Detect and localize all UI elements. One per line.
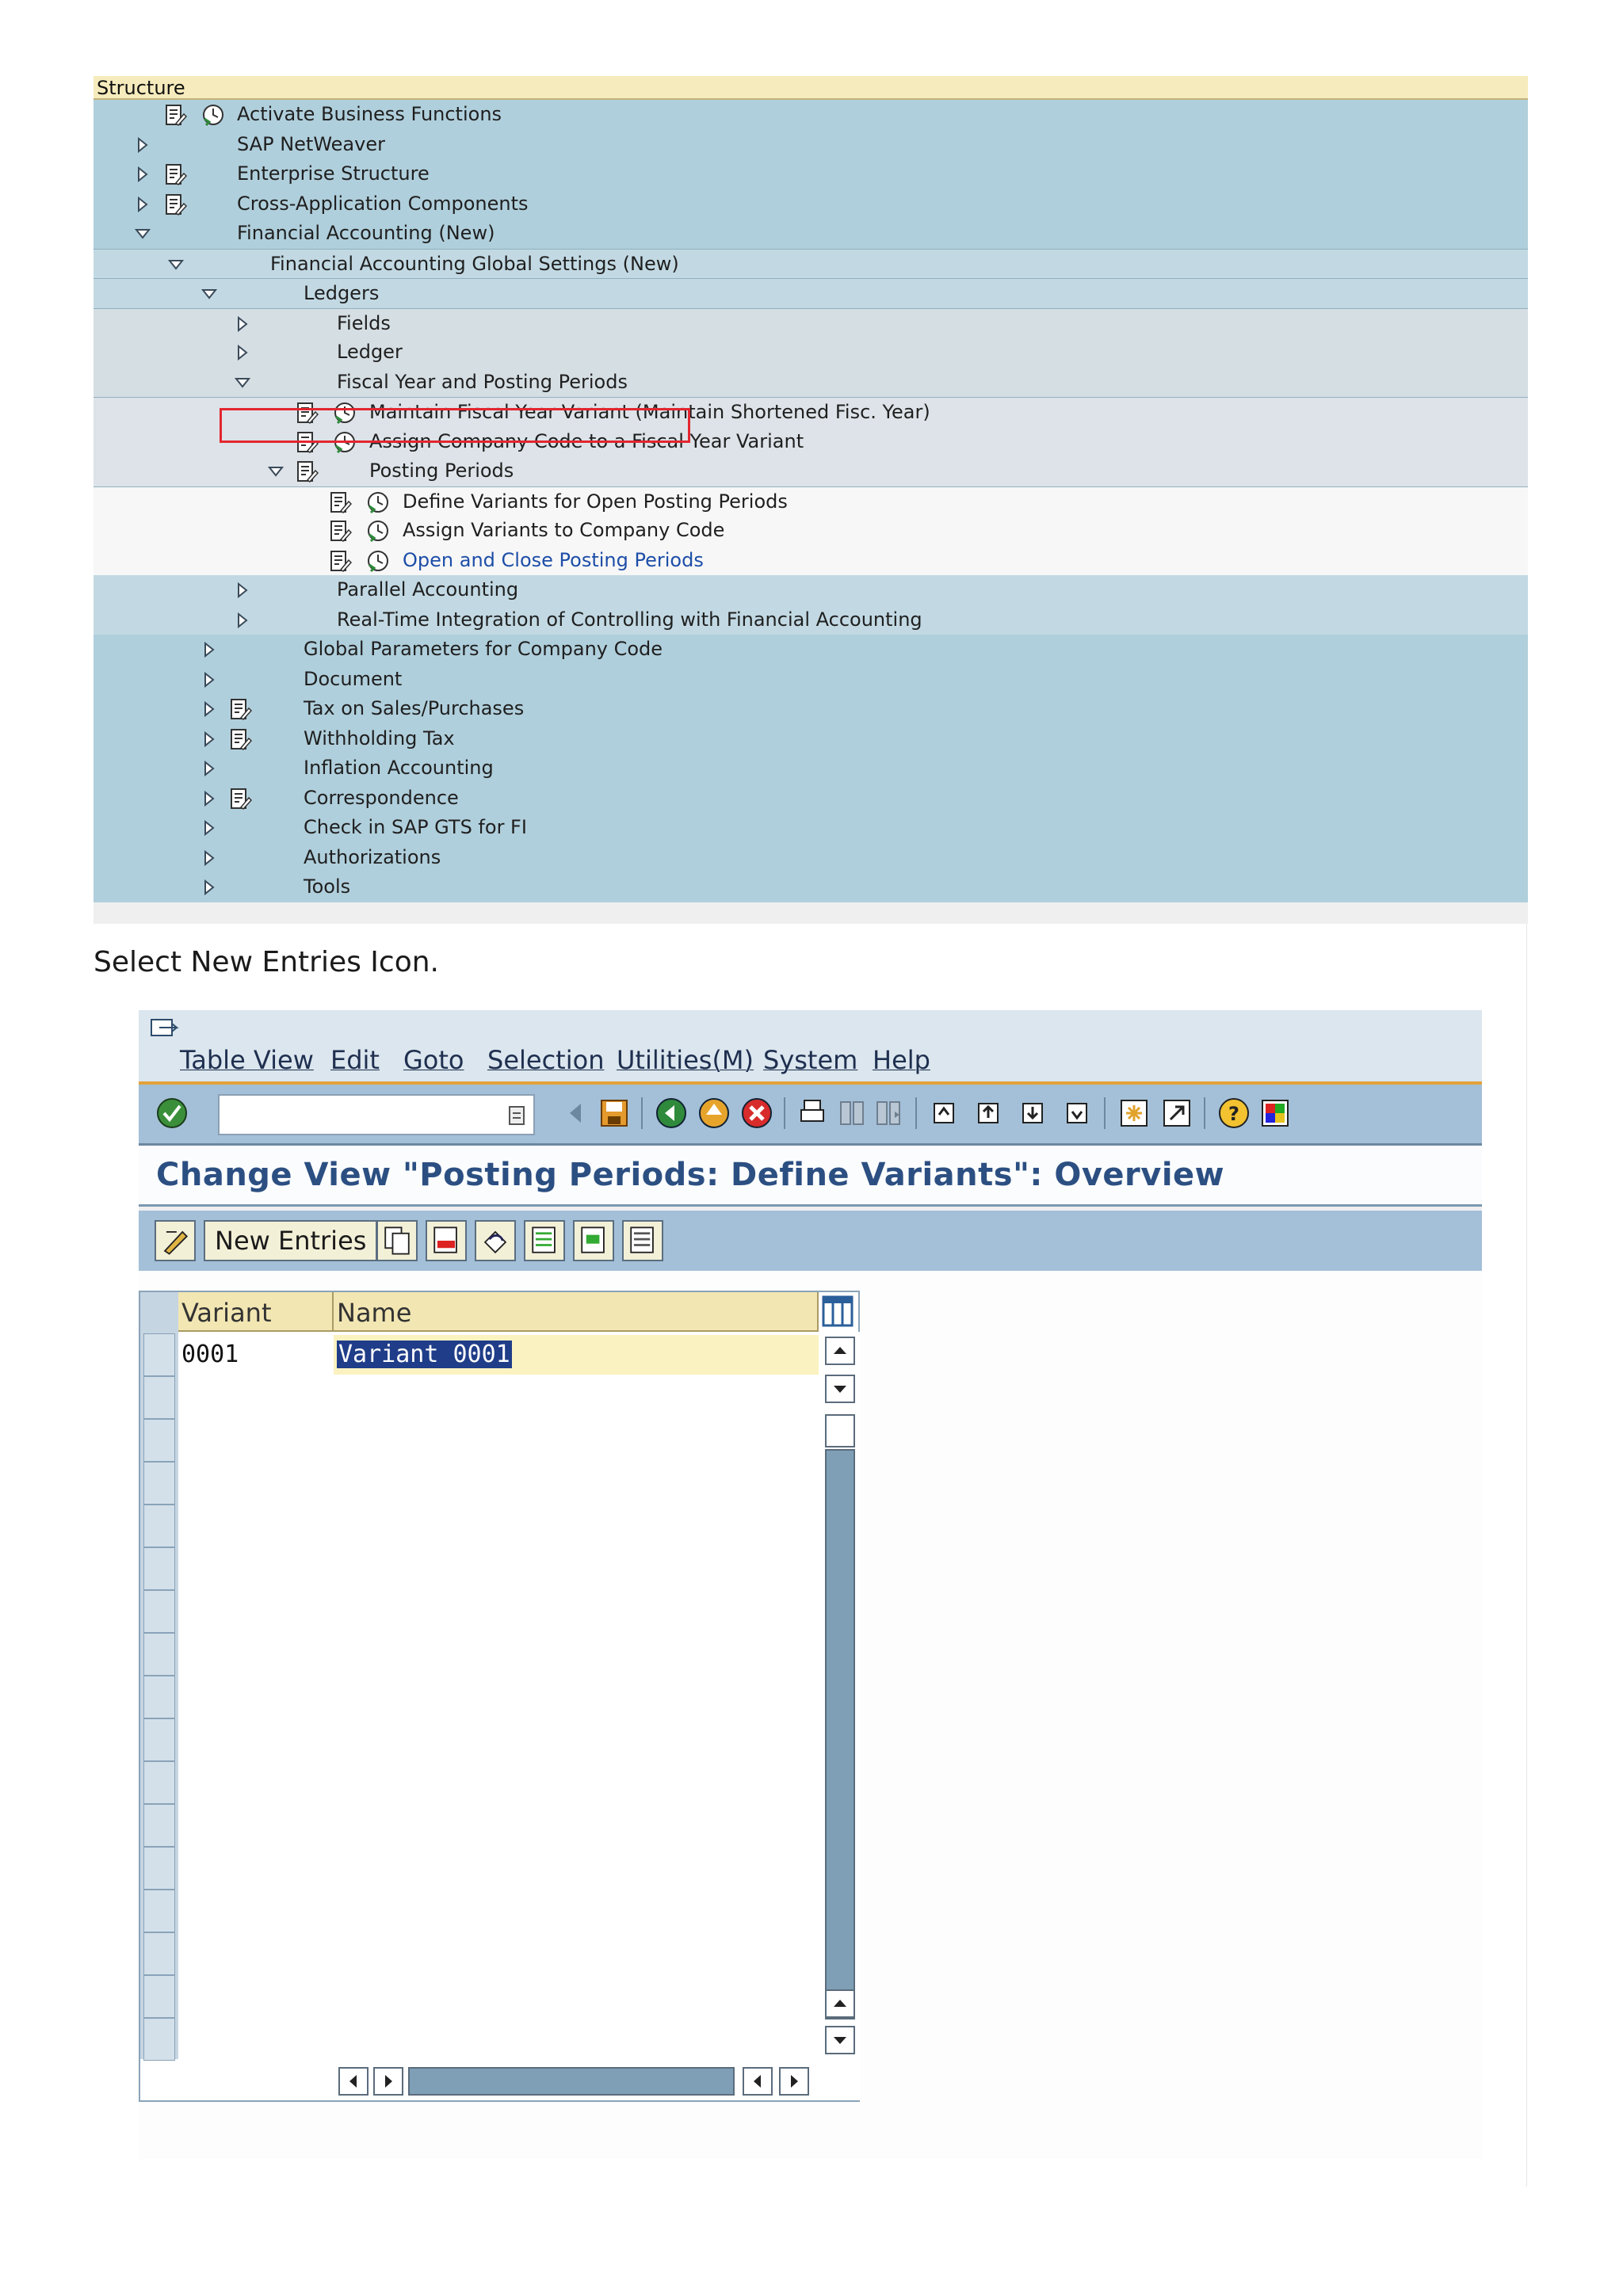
row-selector[interactable] [143, 1975, 175, 2018]
scroll-page-down-button[interactable] [825, 2026, 855, 2054]
tree-node-label[interactable]: Withholding Tax [304, 727, 455, 749]
exit-icon[interactable] [697, 1096, 731, 1131]
table-control [139, 1291, 860, 2102]
tree-node-label[interactable]: Maintain Fiscal Year Variant (Maintain Shortened Fisc. Year) [369, 401, 930, 423]
row-selector[interactable] [143, 1590, 175, 1633]
collapse-icon[interactable] [268, 463, 284, 480]
tree-node[interactable] [94, 308, 1528, 338]
expand-icon[interactable] [235, 612, 250, 629]
horizontal-scrollbar[interactable] [178, 2059, 860, 2100]
row-selector[interactable] [143, 1547, 175, 1590]
documentation-icon [228, 697, 252, 721]
screen-title: Change View "Posting Periods: Define Variants": Overview [156, 1157, 1225, 1193]
cancel-icon[interactable] [739, 1096, 774, 1131]
instruction-caption: Select New Entries Icon. [94, 946, 439, 978]
tree-node-label[interactable]: Financial Accounting Global Settings (New) [270, 252, 679, 275]
tree-node[interactable] [94, 665, 1528, 695]
application-toolbar [139, 1211, 1482, 1271]
scroll-right-button[interactable] [779, 2067, 809, 2096]
documentation-icon [163, 103, 187, 127]
expand-icon[interactable] [201, 641, 217, 658]
scroll-up-button[interactable] [825, 1337, 855, 1365]
sap-window [139, 1010, 1482, 2159]
scroll-right-icon [375, 2069, 402, 2094]
row-selector[interactable] [143, 1376, 175, 1419]
tree-node[interactable] [94, 635, 1528, 665]
tree-node[interactable] [94, 486, 1528, 517]
tree-node-label[interactable]: Document [304, 667, 403, 690]
command-field-value [220, 1101, 224, 1127]
tree-node-label[interactable]: Cross-Application Components [237, 192, 529, 215]
tree-node-label[interactable]: SAP NetWeaver [237, 132, 385, 155]
row-selector[interactable] [143, 1932, 175, 1975]
tree-node-label[interactable]: Tax on Sales/Purchases [304, 697, 525, 719]
tree-node-label[interactable]: Ledgers [304, 282, 380, 304]
help-icon[interactable] [1216, 1096, 1251, 1131]
execute-clock-icon [201, 103, 225, 127]
scroll-right-button[interactable] [373, 2067, 403, 2096]
print-icon[interactable] [795, 1096, 830, 1131]
find-icon[interactable] [834, 1096, 869, 1131]
table-header [178, 1292, 819, 1332]
expand-icon[interactable] [135, 166, 151, 183]
tree-node-label[interactable]: Global Parameters for Company Code [304, 638, 663, 660]
toolbar-separator [915, 1097, 917, 1129]
select-block-icon[interactable] [573, 1220, 614, 1261]
column-header-name[interactable]: Name [334, 1292, 819, 1330]
expand-icon[interactable] [235, 315, 250, 333]
tree-node-label[interactable]: Assign Company Code to a Fiscal Year Variant [369, 429, 804, 452]
row-selector[interactable] [143, 1847, 175, 1890]
next-page-icon[interactable] [1015, 1096, 1050, 1131]
menu-bar [139, 1010, 1482, 1081]
expand-icon[interactable] [135, 136, 151, 154]
table-settings-icon[interactable] [820, 1294, 855, 1329]
collapse-icon[interactable] [168, 256, 184, 273]
tree-node-label[interactable]: Inflation Accounting [304, 757, 494, 779]
documentation-icon [295, 460, 319, 483]
scroll-right-icon [781, 2069, 808, 2094]
delete-icon[interactable] [426, 1220, 467, 1261]
expand-icon[interactable] [201, 671, 217, 688]
page-edge-line [1526, 919, 1527, 2187]
documentation-icon [328, 490, 352, 514]
tree-node[interactable] [94, 605, 1528, 635]
img-tree-screenshot [94, 76, 1528, 924]
last-page-icon[interactable] [1060, 1096, 1094, 1131]
standard-toolbar [139, 1081, 1482, 1143]
tree-node[interactable] [94, 189, 1528, 219]
tree-node[interactable] [94, 575, 1528, 605]
expand-icon[interactable] [235, 582, 250, 599]
tree-node[interactable] [94, 546, 1528, 576]
row-selector[interactable] [143, 1333, 175, 1376]
create-session-icon[interactable] [1117, 1096, 1151, 1131]
menu-table-view[interactable]: Table View [180, 1045, 314, 1075]
scroll-down-button[interactable] [825, 1375, 855, 1403]
tree-node-label[interactable]: Posting Periods [369, 460, 514, 482]
row-selector[interactable] [143, 1761, 175, 1804]
tree-node-label[interactable]: Real-Time Integration of Controlling with Financial Accounting [337, 608, 922, 631]
tree-node[interactable] [94, 753, 1528, 784]
tree-node-label[interactable]: Financial Accounting (New) [237, 222, 495, 244]
tree-node[interactable] [94, 130, 1528, 160]
collapse-icon[interactable] [135, 225, 151, 242]
tree-node-label[interactable]: Enterprise Structure [237, 162, 430, 185]
row-selector[interactable] [143, 1718, 175, 1761]
tree-node-label[interactable]: Open and Close Posting Periods [403, 548, 704, 571]
tree-node[interactable] [94, 784, 1528, 814]
tree-node-label[interactable]: Parallel Accounting [337, 578, 519, 601]
enter-check-icon[interactable] [155, 1096, 189, 1131]
scroll-left-icon [340, 2069, 367, 2094]
tree-node-label[interactable]: Fiscal Year and Posting Periods [337, 370, 628, 393]
documentation-icon [228, 727, 252, 751]
save-icon[interactable] [597, 1096, 632, 1131]
documentation-icon [228, 787, 252, 810]
row-selector[interactable] [143, 1505, 175, 1547]
tree-node[interactable] [94, 219, 1528, 249]
column-header-variant[interactable]: Variant [178, 1292, 334, 1330]
command-field[interactable] [218, 1094, 535, 1135]
tree-node[interactable] [94, 249, 1528, 279]
toolbar-separator [1104, 1097, 1106, 1129]
tree-node-label[interactable]: Tools [304, 875, 351, 898]
expand-icon[interactable] [201, 879, 217, 896]
find-next-icon[interactable] [871, 1096, 906, 1131]
menu-system[interactable]: System [763, 1045, 858, 1075]
collapse-icon[interactable] [201, 285, 217, 303]
scroll-left-icon [744, 2069, 771, 2094]
cell-variant[interactable]: 0001 [181, 1341, 239, 1368]
tree-node-label[interactable]: Assign Variants to Company Code [403, 519, 725, 541]
row-selector-column [140, 1292, 178, 2059]
menu-goto[interactable]: Goto [403, 1045, 464, 1075]
expand-icon[interactable] [235, 344, 250, 361]
scroll-page-up-button[interactable] [825, 1989, 855, 2018]
tree-node[interactable] [94, 694, 1528, 724]
documentation-icon [328, 549, 352, 573]
tree-node[interactable] [94, 368, 1528, 398]
scroll-down-icon [827, 2027, 854, 2053]
tree-node[interactable] [94, 456, 1528, 486]
expand-icon[interactable] [135, 196, 151, 213]
row-selector[interactable] [143, 1633, 175, 1676]
tree-node-label[interactable]: Check in SAP GTS for FI [304, 816, 527, 838]
highlight-box [220, 408, 690, 443]
display-change-icon[interactable] [155, 1220, 196, 1261]
expand-icon[interactable] [201, 819, 217, 837]
expand-icon[interactable] [201, 790, 217, 807]
documentation-icon [328, 519, 352, 543]
collapse-icon[interactable] [235, 374, 250, 391]
scroll-left-button[interactable] [743, 2067, 773, 2096]
scroll-up-icon [827, 1991, 854, 2016]
collapse-arrow-icon[interactable] [559, 1096, 594, 1131]
scroll-track-top[interactable] [825, 1414, 855, 1447]
tree-node[interactable] [94, 516, 1528, 546]
tree-node[interactable] [94, 100, 1528, 130]
toolbar-separator [784, 1097, 785, 1129]
row-selector[interactable] [143, 1419, 175, 1462]
tree-node[interactable] [94, 872, 1528, 902]
expand-icon[interactable] [201, 849, 217, 867]
tree-node[interactable] [94, 813, 1528, 843]
tree-node[interactable] [94, 843, 1528, 873]
command-history-icon[interactable] [506, 1104, 527, 1127]
tree-node-label[interactable]: Correspondence [304, 786, 459, 809]
menu-utilities[interactable]: Utilities(M) [617, 1045, 754, 1075]
toolbar-separator [1204, 1097, 1205, 1129]
tree-node-label[interactable]: Define Variants for Open Posting Periods [403, 490, 788, 513]
execute-clock-icon [366, 549, 390, 573]
cell-name[interactable] [334, 1335, 819, 1375]
toolbar-separator [641, 1097, 643, 1129]
svg-text:?: ? [1228, 1103, 1239, 1125]
row-selector[interactable] [143, 1676, 175, 1718]
row-selector[interactable] [143, 1890, 175, 1932]
previous-page-icon[interactable] [971, 1096, 1006, 1131]
tree-node[interactable] [94, 338, 1528, 368]
vertical-scrollbar[interactable] [820, 1332, 860, 2059]
row-selector[interactable] [143, 1462, 175, 1505]
new-entries-button[interactable]: New Entries [204, 1220, 377, 1261]
tree-header: Structure [94, 76, 1528, 100]
system-menu-icon[interactable] [148, 1016, 180, 1043]
back-icon[interactable] [654, 1096, 689, 1131]
undo-change-icon[interactable] [475, 1220, 516, 1261]
expand-icon[interactable] [201, 760, 217, 777]
tree-node-label[interactable]: Ledger [337, 341, 403, 363]
title-bar [139, 1143, 1482, 1207]
row-selector[interactable] [143, 2018, 175, 2061]
scroll-up-icon [827, 1338, 854, 1363]
tree-node[interactable] [94, 278, 1528, 308]
menu-edit[interactable]: Edit [330, 1045, 380, 1075]
expand-icon[interactable] [201, 700, 217, 718]
tree-node-label[interactable]: Fields [337, 311, 391, 334]
documentation-icon [163, 162, 187, 186]
tree-node-label[interactable]: Authorizations [304, 845, 441, 868]
expand-icon[interactable] [201, 730, 217, 748]
documentation-icon [163, 193, 187, 216]
horizontal-scroll-thumb[interactable] [408, 2067, 735, 2096]
menu-help[interactable]: Help [873, 1045, 930, 1075]
first-page-icon[interactable] [926, 1096, 961, 1131]
execute-clock-icon [366, 519, 390, 543]
copy-as-icon[interactable] [376, 1220, 418, 1261]
tree-node[interactable] [94, 159, 1528, 189]
scroll-left-button[interactable] [338, 2067, 369, 2096]
customize-layout-icon[interactable] [1258, 1096, 1293, 1131]
row-selector[interactable] [143, 1804, 175, 1847]
deselect-all-icon[interactable] [622, 1220, 663, 1261]
tree-node[interactable] [94, 724, 1528, 754]
select-all-icon[interactable] [524, 1220, 565, 1261]
cell-name-selected-text: Variant 0001 [338, 1341, 510, 1368]
tree-node-label[interactable]: Activate Business Functions [237, 103, 502, 125]
menu-selection[interactable]: Selection [487, 1045, 605, 1075]
execute-clock-icon [366, 490, 390, 514]
shortcut-icon[interactable] [1159, 1096, 1194, 1131]
scroll-down-icon [827, 1376, 854, 1402]
scroll-thumb[interactable] [825, 1449, 855, 2019]
